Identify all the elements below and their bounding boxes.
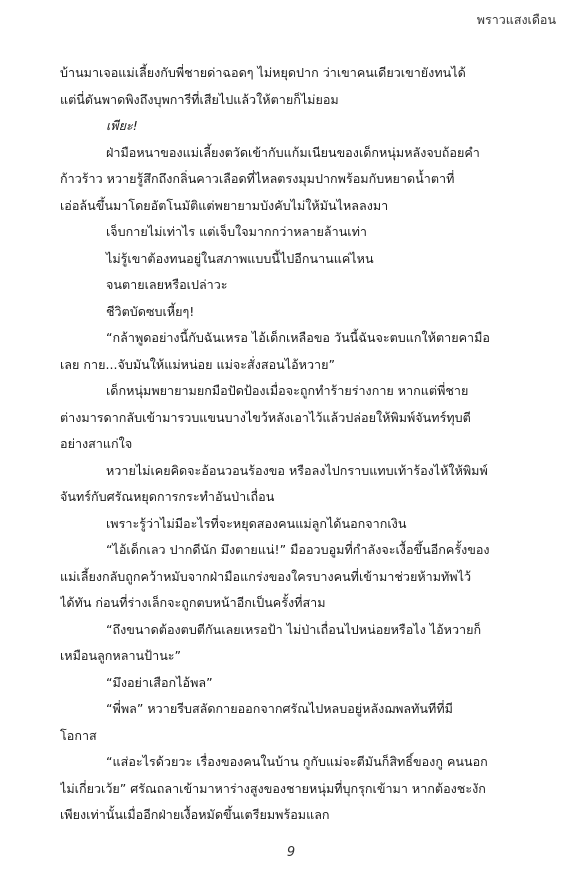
text-line: “แส่อะไรด้วยวะ เรื่องของคนในบ้าน กูกับแม่จะตีมันก็สิทธิ์ของกู คนนอก bbox=[106, 754, 488, 769]
text-line: “กล้าพูดอย่างนี้กับฉันเหรอ ไอ้เด็กเหลือขอ วันนี้ฉันจะตบแกให้ตายคามือ bbox=[106, 330, 490, 345]
text-line: “พี่พล” หวายรีบสลัดกายออกจากศรัณไปหลบอยู่หลังฌพลทันทีที่มี bbox=[106, 701, 453, 716]
text-line: เพียงเท่านั้นเมื่ออีกฝ่ายเงื้อหมัดขึ้นเตรียมพร้อมแลก bbox=[60, 807, 330, 822]
text-line: จันทร์กับศรัณหยุดการกระทำอันป่าเถื่อน bbox=[60, 489, 275, 504]
text-line: ไม่รู้เขาต้องทนอยู่ในสภาพแบบนี้ไปอีกนานแค่ไหน bbox=[106, 250, 374, 266]
text-line: เพียะ! bbox=[106, 118, 138, 133]
text-line: ชีวิตบัดซบเหี้ยๆ! bbox=[106, 303, 195, 319]
text-line: ได้ทัน ก่อนที่ร่างเล็กจะถูกตบหน้าอีกเป็นครั้งที่สาม bbox=[60, 595, 326, 610]
text-line: จนตายเลยหรือเปล่าวะ bbox=[106, 277, 228, 292]
text-line: “มึงอย่าเสือกไอ้พล” bbox=[106, 674, 213, 690]
text-line: อย่างสาแก่ใจ bbox=[60, 436, 133, 451]
text-line: แม่เลี้ยงกลับถูกคว้าหมับจากฝ่ามือแกร่งของใครบางคนที่เข้ามาช่วยห้ามทัพไว้ bbox=[60, 568, 472, 584]
text-line: ก้าวร้าว หวายรู้สึกถึงกลิ่นคาวเลือดที่ไหลตรงมุมปากพร้อมกับหยาดน้ำตาที่ bbox=[60, 171, 455, 186]
text-line: เด็กหนุ่มพยายามยกมือปัดป้องเมื่อจะถูกทำร้ายร่างกาย หากแต่พี่ชาย bbox=[106, 383, 469, 398]
text-line: เหมือนลูกหลานป้านะ” bbox=[60, 648, 182, 663]
text-line: แต่นี่ดันพาดพิงถึงบุพการีที่เสียไปแล้วให้ตายก็ไม่ยอม bbox=[60, 91, 339, 107]
body-text bbox=[60, 60, 546, 829]
text-line: ต่างมารดากลับเข้ามารวบแขนบางไขว้หลังเอาไว้แล้วปล่อยให้พิมพ์จันทร์ทุบตี bbox=[60, 409, 471, 425]
text-line: โอกาส bbox=[60, 727, 97, 743]
text-line: “ไอ้เด็กเลว ปากดีนัก มึงตายแน่!” มืออวบอูมที่กำลังจะเงื้อขึ้นอีกครั้งของ bbox=[106, 542, 490, 557]
text-line: ฝ่ามือหนาของแม่เลี้ยงตวัดเข้ากับแก้มเนียนของเด็กหนุ่มหลังจบถ้อยคำ bbox=[106, 144, 480, 160]
text-line: ไม่เกี่ยวเว้ย” ศรัณถลาเข้ามาหาร่างสูงของชายหนุ่มที่บุกรุกเข้ามา หากต้องชะงัก bbox=[60, 780, 486, 796]
text-line: “ถึงขนาดต้องตบตีกันเลยเหรอป้า ไม่ป่าเถื่อนไปหน่อยหรือไง ไอ้หวายก็ bbox=[106, 621, 482, 637]
text-line: เอ่อล้นขึ้นมาโดยอัตโนมัติแต่พยายามบังคับไม่ให้มันไหลลงมา bbox=[60, 197, 389, 213]
text-line: หวายไม่เคยคิดจะอ้อนวอนร้องขอ หรือลงไปกราบแทบเท้าร้องไห้ให้พิมพ์ bbox=[106, 462, 488, 478]
text-line: เพราะรู้ว่าไม่มีอะไรที่จะหยุดสองคนแม่ลูกได้นอกจากเงิน bbox=[106, 515, 407, 531]
text-line: บ้านมาเจอแม่เลี้ยงกับพี่ชายด่าฉอดๆ ไม่หยุดปาก ว่าเขาคนเดียวเขายังทนได้ bbox=[60, 65, 466, 80]
page-number: 9 bbox=[286, 845, 296, 860]
running-header: พราวแสงเดือน bbox=[476, 12, 556, 27]
text-line: เลย กาย...จับมันให้แม่หน่อย แม่จะสั่งสอนไอ้หวาย” bbox=[60, 356, 336, 372]
text-line: เจ็บกายไม่เท่าไร แต่เจ็บใจมากกว่าหลายล้านเท่า bbox=[106, 224, 367, 239]
